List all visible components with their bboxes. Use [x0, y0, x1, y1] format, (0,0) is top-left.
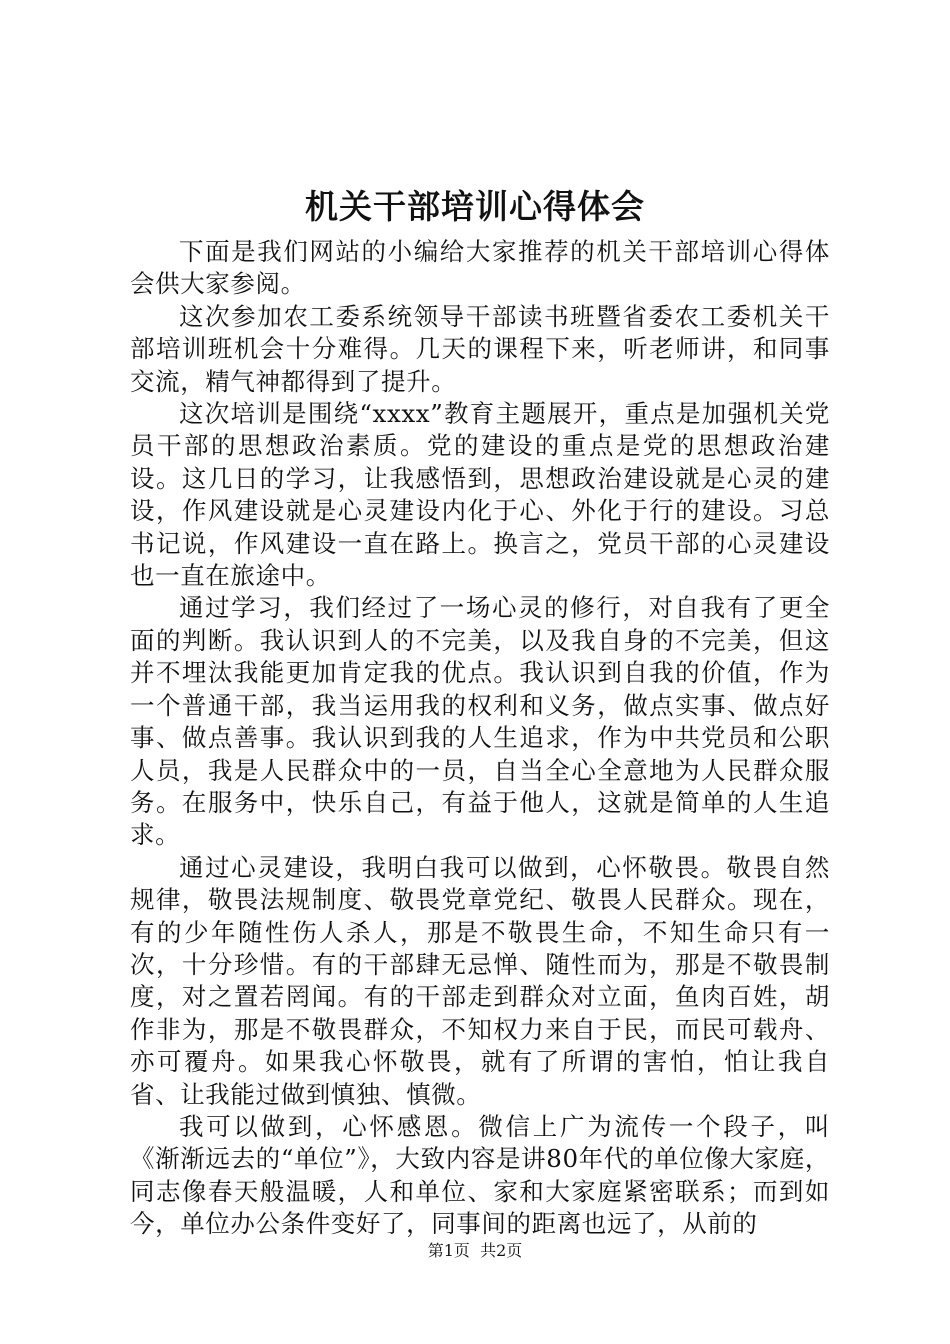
document-body	[130, 236, 830, 1241]
paragraph-reverence: 通过心灵建设，我明白我可以做到，心怀敬畏。敬畏自然规律，敬畏法规制度、敬畏党章党纪、敬畏人民群众。现在，有的少年随性伤人杀人，那是不敬畏生命，不知生命只有一次，十分珍惜。有的干部肆无忌惮、随性而为，那是不敬畏制度，对之置若罔闻。有的干部走到群众对立面，鱼肉百姓，胡作非为，那是不敬畏群众，不知权力来自于民，而民可载舟、亦可覆舟。如果我心怀敬畏，就有了所谓的害怕，怕让我自省、让我能过做到慎独、慎微。	[130, 852, 830, 1109]
paragraph-theme: 这次培训是围绕“xxxx”教育主题展开，重点是加强机关党员干部的思想政治素质。党的建设的重点是党的思想政治建设。这几日的学习，让我感悟到，思想政治建设就是心灵的建设，作风建设就是心灵建设内化于心、外化于行的建设。习总书记说，作风建设一直在路上。换言之，党员干部的心灵建设也一直在旅途中。	[130, 399, 830, 591]
document-title: 机关干部培训心得体会	[305, 187, 645, 226]
page-footer	[0, 1240, 950, 1262]
paragraph-intro: 下面是我们网站的小编给大家推荐的机关干部培训心得体会供大家参阅。	[130, 237, 830, 299]
paragraph-self-reflection: 通过学习，我们经过了一场心灵的修行，对自我有了更全面的判断。我认识到人的不完美，以及我自身的不完美，但这并不埋汰我能更加肯定我的优点。我认识到自我的价值，作为一个普通干部，我当运用我的权利和义务，做点实事、做点好事、做点善事。我认识到我的人生追求，作为中共党员和公职人员，我是人民群众中的一员，自当全心全意地为人民群众服务。在服务中，快乐自己，有益于他人，这就是简单的人生追求。	[130, 593, 830, 850]
paragraph-training: 这次参加农工委系统领导干部读书班暨省委农工委机关干部培训班机会十分难得。几天的课程下来，听老师讲，和同事交流，精气神都得到了提升。	[130, 301, 830, 396]
page-number: 第1页 共2页	[427, 1241, 523, 1260]
paragraph-gratitude: 我可以做到，心怀感恩。微信上广为流传一个段子，叫《渐渐远去的“单位”》，大致内容是讲80年代的单位像大家庭，同志像春天般温暖，人和单位、家和大家庭紧密联系；而到如今，单位办公条件变好了，同事间的距离也远了，从前的	[130, 1111, 830, 1239]
